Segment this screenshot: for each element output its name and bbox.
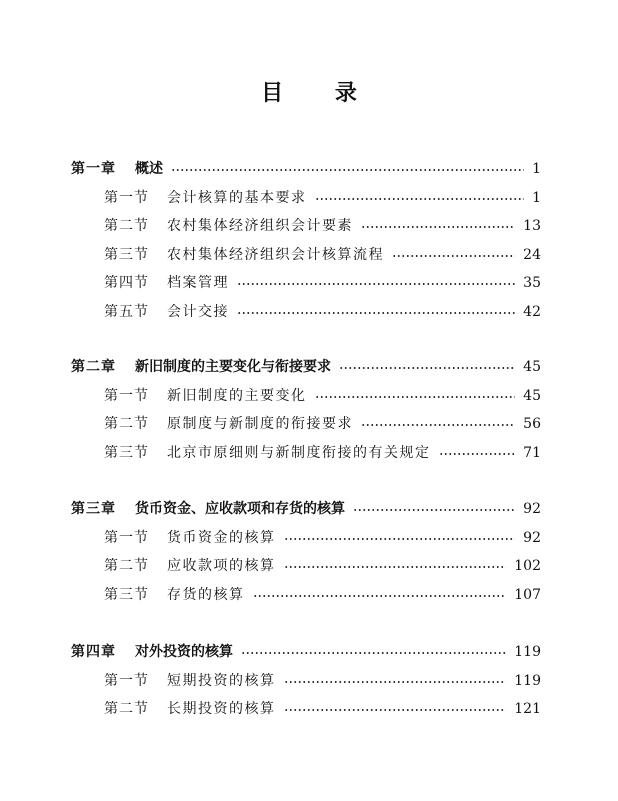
leader-dots <box>284 538 515 540</box>
page-number: 92 <box>523 501 541 517</box>
toc-section-entry <box>0 272 618 294</box>
page-number: 92 <box>523 529 541 546</box>
chapter-number: 第二章 <box>71 359 116 375</box>
leader-dots <box>241 652 506 654</box>
leader-dots <box>339 367 515 369</box>
page-number: 45 <box>523 387 541 404</box>
leader-dots <box>315 396 515 398</box>
page-number: 121 <box>514 701 541 718</box>
leader-dots <box>315 198 524 200</box>
section-number: 第二节 <box>104 558 149 575</box>
section-title: 档案管理 <box>167 275 229 292</box>
chapter-title: 对外投资的核算 <box>135 644 233 660</box>
leader-dots <box>439 453 515 455</box>
toc-section-entry <box>0 413 618 435</box>
leader-dots <box>361 424 515 426</box>
section-title: 农村集体经济组织会计要素 <box>167 218 353 235</box>
section-title: 北京市原细则与新制度衔接的有关规定 <box>167 444 431 461</box>
toc-section-entry <box>0 385 618 407</box>
toc-section-entry <box>0 244 618 266</box>
page-number: 45 <box>523 359 541 375</box>
section-title: 应收款项的核算 <box>167 558 276 575</box>
section-number: 第三节 <box>104 586 149 603</box>
toc-chapter-entry <box>0 158 618 180</box>
page-number: 42 <box>523 304 541 320</box>
chapter-number: 第四章 <box>71 644 116 660</box>
leader-dots <box>171 169 524 171</box>
section-number: 第三节 <box>104 444 149 461</box>
section-number: 第一节 <box>104 672 149 689</box>
page-title: 目 录 <box>261 81 379 106</box>
section-number: 第四节 <box>104 275 149 292</box>
toc-section-entry <box>0 527 618 549</box>
toc-chapter-entry <box>0 641 618 663</box>
section-number: 第二节 <box>104 701 149 718</box>
leader-dots <box>253 595 506 597</box>
section-title: 会计交接 <box>167 304 229 320</box>
leader-dots <box>353 509 515 511</box>
chapter-title: 新旧制度的主要变化与衔接要求 <box>135 359 331 375</box>
leader-dots <box>284 566 506 568</box>
page-number: 1 <box>532 189 541 206</box>
leader-dots <box>284 709 506 711</box>
leader-dots <box>237 312 515 314</box>
leader-dots <box>237 283 515 285</box>
toc-section-entry <box>0 670 618 692</box>
page-number: 24 <box>523 246 541 263</box>
toc-section-entry <box>0 584 618 606</box>
page-number: 13 <box>523 218 541 235</box>
leader-dots <box>361 226 515 228</box>
chapter-title: 概述 <box>135 161 163 177</box>
page-number: 71 <box>523 444 541 461</box>
section-title: 长期投资的核算 <box>167 701 276 718</box>
section-number: 第一节 <box>104 189 149 206</box>
section-number: 第一节 <box>104 387 149 404</box>
toc-chapter-entry <box>0 498 618 520</box>
toc-section-entry <box>0 187 618 209</box>
section-number: 第一节 <box>104 529 149 546</box>
chapter-number: 第一章 <box>71 161 116 177</box>
section-number: 第二节 <box>104 416 149 433</box>
section-title: 货币资金的核算 <box>167 529 276 546</box>
section-number: 第三节 <box>104 246 149 263</box>
chapter-title: 货币资金、应收款项和存货的核算 <box>135 501 345 517</box>
page-number: 1 <box>532 161 541 177</box>
section-title: 新旧制度的主要变化 <box>167 387 307 404</box>
page-number: 56 <box>523 416 541 433</box>
section-title: 存货的核算 <box>167 586 245 603</box>
leader-dots <box>284 681 506 683</box>
toc-section-entry <box>0 301 618 323</box>
chapter-number: 第三章 <box>71 501 116 517</box>
toc-section-entry <box>0 442 618 464</box>
page-number: 35 <box>523 275 541 292</box>
toc-section-entry <box>0 215 618 237</box>
toc-chapter-entry <box>0 356 618 378</box>
section-number: 第五节 <box>104 304 149 320</box>
section-number: 第二节 <box>104 218 149 235</box>
page-number: 107 <box>514 586 541 603</box>
toc-section-entry <box>0 555 618 577</box>
section-title: 农村集体经济组织会计核算流程 <box>167 246 384 263</box>
leader-dots <box>392 255 515 257</box>
section-title: 短期投资的核算 <box>167 672 276 689</box>
page-number: 119 <box>514 644 541 660</box>
page-number: 119 <box>514 672 541 689</box>
toc-section-entry <box>0 698 618 720</box>
section-title: 会计核算的基本要求 <box>167 189 307 206</box>
section-title: 原制度与新制度的衔接要求 <box>167 416 353 433</box>
page-number: 102 <box>514 558 541 575</box>
